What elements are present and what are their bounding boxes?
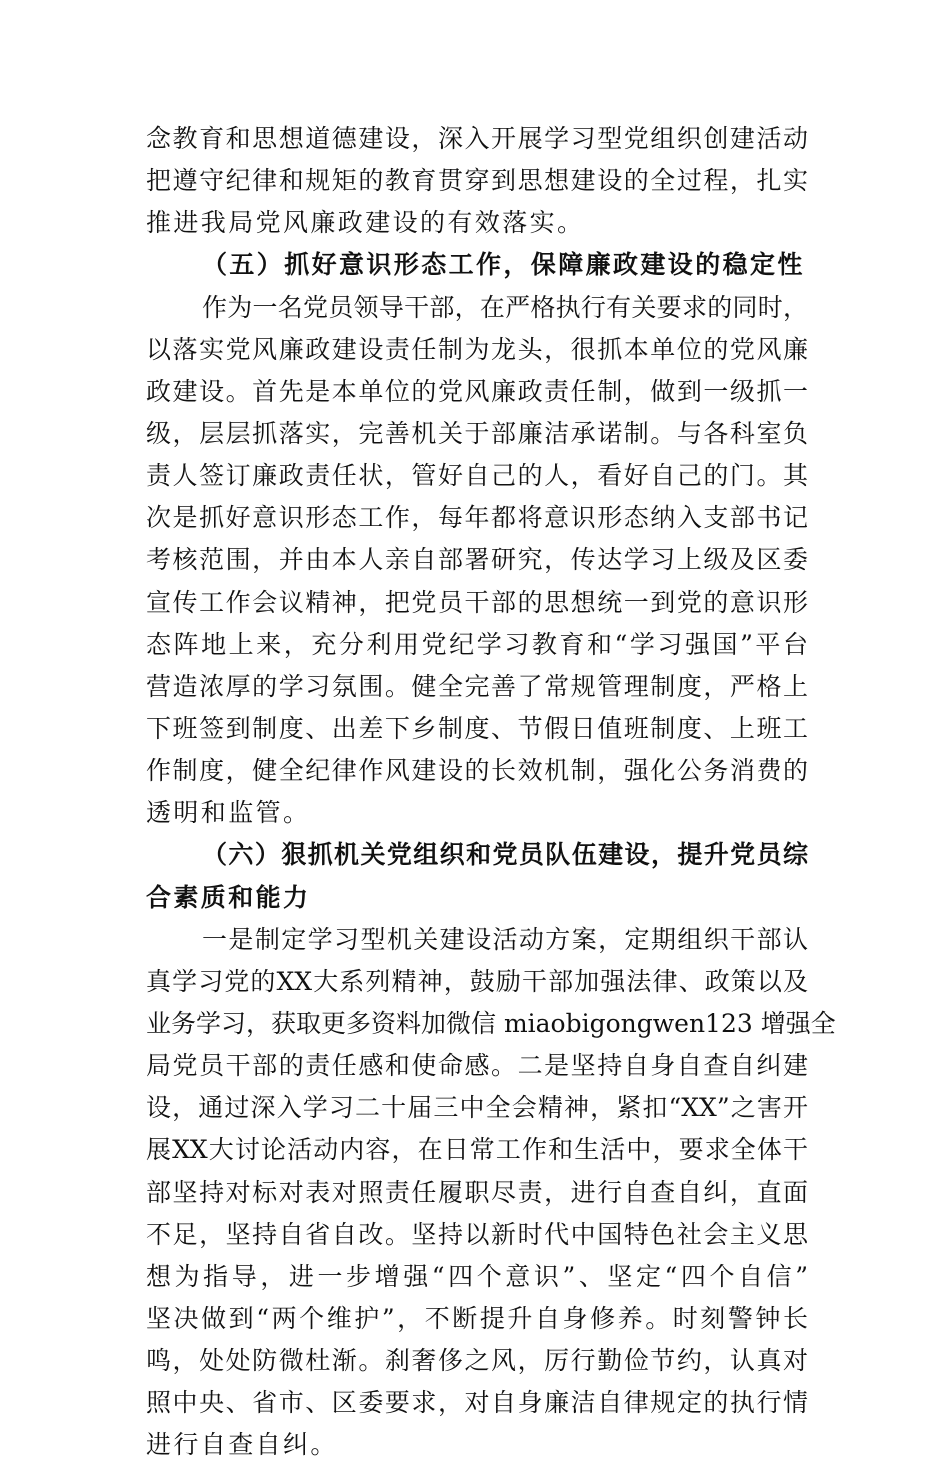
body-text-line: 透明和监管。 xyxy=(146,798,311,828)
body-text-line: 次是抓好意识形态工作，每年都将意识形态纳入支部书记 xyxy=(146,503,808,533)
body-text-line: 级，层层抓落实，完善机关于部廉洁承诺制。与各科室负 xyxy=(146,418,808,448)
body-text-line: 照中央、省市、区委要求，对自身廉洁自律规定的执行情 xyxy=(146,1388,808,1418)
body-text-line: 作为一名党员领导干部，在严格执行有关要求的同时， xyxy=(202,292,808,322)
body-text-line: 鸣，处处防微杜渐。刹奢侈之风，厉行勤俭节约，认真对 xyxy=(146,1346,808,1376)
body-text-line: 局党员干部的责任感和使命感。二是坚持自身自查自纠建 xyxy=(146,1051,808,1081)
body-text-line: 营造浓厚的学习氛围。健全完善了常规管理制度，严格上 xyxy=(146,671,808,701)
body-text-line: 展XX大讨论活动内容，在日常工作和生活中，要求全体干 xyxy=(146,1135,808,1165)
body-text-line: 政建设。首先是本单位的党风廉政责任制，做到一级抓一 xyxy=(146,376,808,406)
body-text-line: 考核范围，并由本人亲自部署研究，传达学习上级及区委 xyxy=(146,545,808,575)
body-text-line: 作制度，健全纪律作风建设的长效机制，强化公务消费的 xyxy=(146,756,808,786)
body-text-line: 态阵地上来，充分利用党纪学习教育和“学习强国”平台 xyxy=(146,629,808,659)
body-text-line: 部坚持对标对表对照责任履职尽责，进行自查自纠，直面 xyxy=(146,1177,808,1207)
body-text-line: 设，通过深入学习二十届三中全会精神，紧扣“XX”之害开 xyxy=(146,1093,808,1123)
body-text-line: 推进我局党风廉政建设的有效落实。 xyxy=(146,208,585,238)
body-text-line: 宣传工作会议精神，把党员干部的思想统一到党的意识形 xyxy=(146,587,808,617)
body-text-line: 坚决做到“两个维护”，不断提升自身修养。时刻警钟长 xyxy=(146,1303,808,1333)
body-text-line: 念教育和思想道德建设，深入开展学习型党组织创建活动 xyxy=(146,124,808,153)
body-text-line: 以落实党风廉政建设责任制为龙头，很抓本单位的党风廉 xyxy=(146,334,808,364)
body-text-line: 把遵守纪律和规矩的教育贯穿到思想建设的全过程，扎实 xyxy=(146,166,808,196)
section-heading-6-continued: 合素质和能力 xyxy=(146,882,311,912)
body-text-line: 真学习党的XX大系列精神，鼓励干部加强法律、政策以及 xyxy=(146,966,808,996)
body-text-line: 想为指导，进一步增强“四个意识”、坚定“四个自信” xyxy=(146,1261,808,1291)
body-text-line: 不足，坚持自省自改。坚持以新时代中国特色社会主义思 xyxy=(146,1219,808,1249)
body-text-line: 责人签订廉政责任状，管好自己的人，看好自己的门。其 xyxy=(146,461,808,491)
body-text-line: 下班签到制度、出差下乡制度、节假日值班制度、上班工 xyxy=(146,713,808,743)
body-text-line: 业务学习，获取更多资料加微信 miaobigongwen123 增强全 xyxy=(146,1008,836,1038)
body-text-line: 一是制定学习型机关建设活动方案，定期组织干部认 xyxy=(202,924,808,954)
body-text-line: 进行自查自纠。 xyxy=(146,1430,338,1460)
section-heading-6: （六）狠抓机关党组织和党员队伍建设，提升党员综 xyxy=(202,840,808,870)
section-heading-5: （五）抓好意识形态工作，保障廉政建设的稳定性 xyxy=(202,250,805,280)
document-body xyxy=(146,118,836,1467)
